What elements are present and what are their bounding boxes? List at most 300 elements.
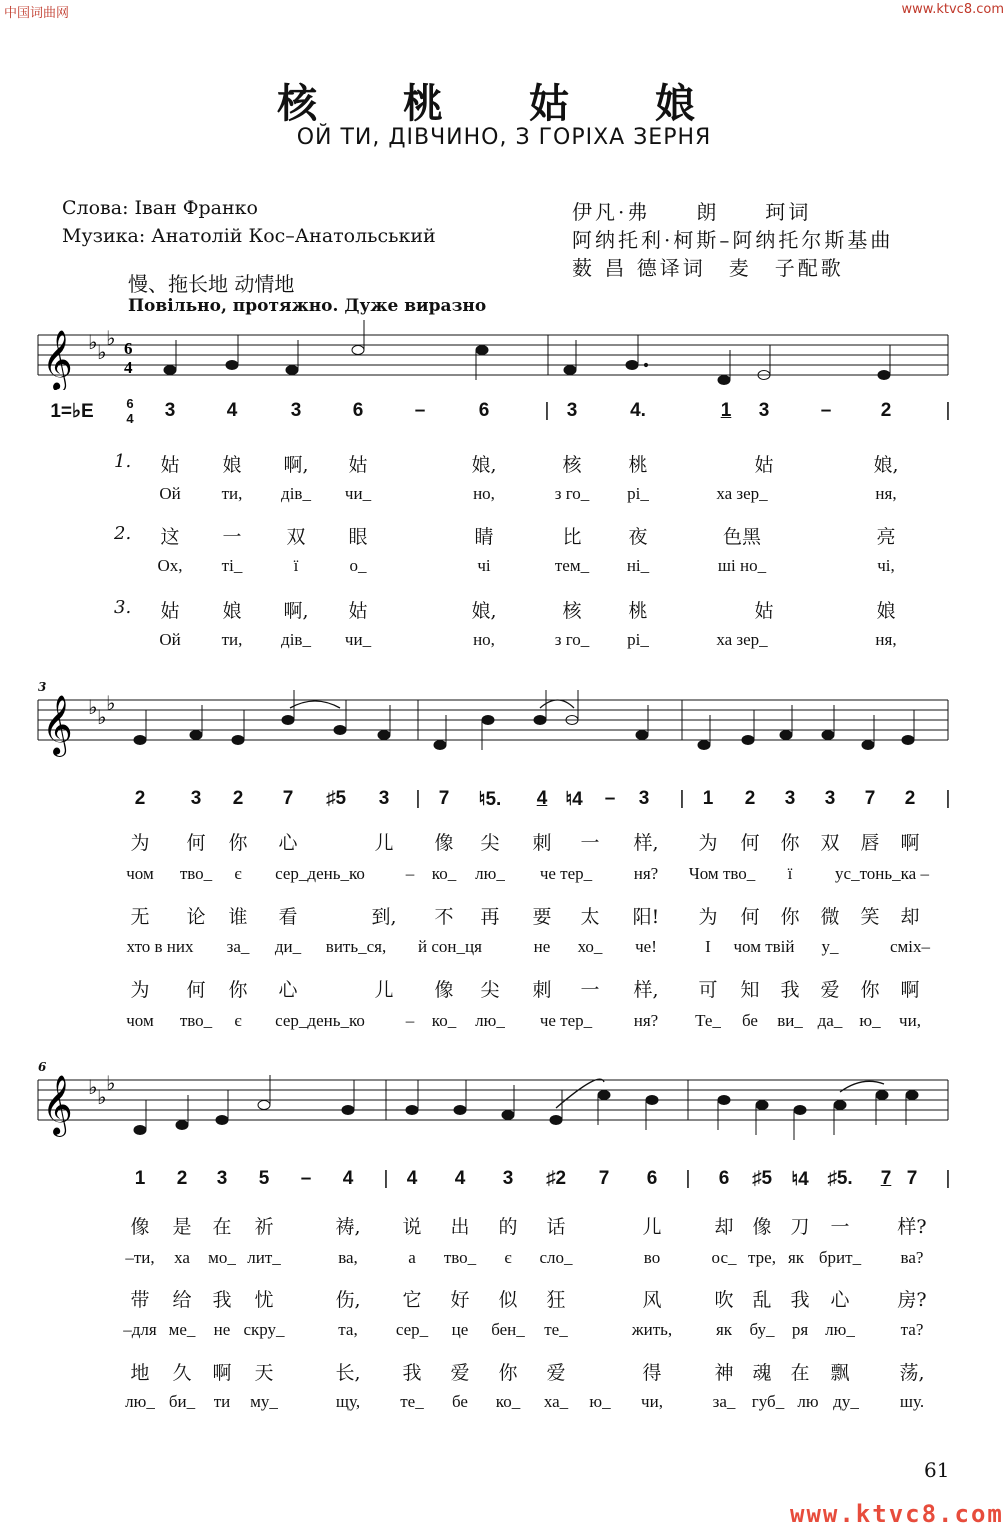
credit-music-cn: 阿纳托利·柯斯–阿纳托尔斯基曲 <box>572 228 894 252</box>
lyric-syllable: 睛 <box>474 526 494 548</box>
jianpu-time-bottom: 4 <box>126 411 134 426</box>
lyric-syllable: 论 <box>186 906 206 928</box>
lyric-syllable: 谁 <box>228 906 248 928</box>
lyric-syllable: 娘 <box>222 454 242 476</box>
lyric-syllable: 何 <box>740 906 760 928</box>
lyric-syllable: жить, <box>631 1320 673 1339</box>
lyric-syllable: ус_тонь_ка – <box>835 864 929 883</box>
lyric-syllable: 飘 <box>830 1362 850 1384</box>
lyric-syllable: 的 <box>498 1216 518 1238</box>
jianpu-note: 7 <box>864 788 876 809</box>
lyrics-cn-v2-sys1 <box>0 522 1008 548</box>
jianpu-note: 3 <box>566 400 578 421</box>
lyric-syllable: 像 <box>434 832 454 854</box>
lyric-syllable: 房? <box>897 1289 927 1311</box>
lyric-syllable: а <box>408 1248 416 1267</box>
lyric-syllable: 亮 <box>876 526 896 548</box>
lyric-syllable: у_ <box>821 937 839 956</box>
lyric-syllable: губ_ <box>751 1392 785 1411</box>
lyric-syllable: бе <box>452 1392 468 1411</box>
lyric-syllable: ти, <box>221 484 243 503</box>
lyric-syllable: хо_ <box>577 937 603 956</box>
jianpu-note: 2 <box>134 788 146 809</box>
barline: | <box>945 788 951 809</box>
lyric-syllable: тво_ <box>179 1011 213 1030</box>
lyrics-cn-v3-sys2 <box>0 975 1008 1001</box>
jianpu-note: 6 <box>352 400 364 421</box>
barline: | <box>945 400 951 421</box>
lyric-syllable: 啊, <box>283 454 309 476</box>
lyric-syllable: тем_ <box>554 556 590 575</box>
lyric-syllable: о_ <box>349 556 367 575</box>
jianpu-note: 2 <box>232 788 244 809</box>
lyric-syllable: те_ <box>400 1392 424 1411</box>
lyric-syllable: 何 <box>740 832 760 854</box>
lyric-syllable: те_ <box>544 1320 568 1339</box>
lyric-syllable: 却 <box>900 906 920 928</box>
lyric-syllable: ко_ <box>431 1011 457 1030</box>
lyric-syllable: 像 <box>752 1216 772 1238</box>
lyric-syllable: ю_ <box>859 1011 881 1030</box>
lyric-syllable: 一 <box>222 526 242 548</box>
lyric-syllable: лит_ <box>247 1248 281 1267</box>
lyric-syllable: 出 <box>450 1216 470 1238</box>
lyric-syllable: 伤, <box>335 1289 361 1311</box>
lyric-syllable: ха зер_ <box>716 484 768 503</box>
lyric-syllable: 姑 <box>348 454 368 476</box>
jianpu-row-1 <box>0 396 1008 428</box>
lyric-syllable: 刺 <box>532 979 552 1001</box>
lyric-syllable: 乱 <box>752 1289 772 1311</box>
lyric-syllable: І <box>705 937 711 956</box>
jianpu-note: ♯5. <box>827 1168 853 1189</box>
flat-icon: ♭ <box>106 1071 116 1095</box>
lyric-syllable: 啊 <box>900 832 920 854</box>
lyric-syllable: 无 <box>130 906 150 928</box>
lyric-syllable: ї <box>787 864 793 883</box>
tempo-chinese: 慢、拖长地 动情地 <box>128 272 295 296</box>
flat-icon: ♭ <box>97 340 107 364</box>
lyric-syllable: 长, <box>335 1362 361 1384</box>
lyric-syllable: 刺 <box>532 832 552 854</box>
jianpu-note: 6 <box>646 1168 658 1189</box>
jianpu-note: 2 <box>176 1168 188 1189</box>
lyric-syllable: 神 <box>714 1362 734 1384</box>
lyric-syllable: сер_день_ко <box>275 864 365 883</box>
lyric-syllable: 看 <box>278 906 298 928</box>
lyric-syllable: 心 <box>278 832 298 854</box>
jianpu-note: 3 <box>290 400 302 421</box>
lyric-syllable: 话 <box>546 1216 566 1238</box>
credit-words-cn: 伊凡·弗 朗 珂词 <box>572 200 812 224</box>
lyric-syllable: 核 <box>562 600 582 622</box>
lyric-syllable: сло_ <box>539 1248 573 1267</box>
lyric-syllable: 为 <box>698 906 718 928</box>
lyrics-ua-v3-sys2 <box>0 1011 1008 1037</box>
jianpu-note: 4 <box>342 1168 354 1189</box>
lyric-syllable: бе <box>742 1011 758 1030</box>
lyric-syllable: 却 <box>714 1216 734 1238</box>
lyric-syllable: би_ <box>168 1392 196 1411</box>
jianpu-note: 4 <box>226 400 238 421</box>
lyric-syllable: Ой <box>159 630 181 649</box>
lyric-syllable: за_ <box>226 937 250 956</box>
lyric-syllable: 你 <box>228 979 248 1001</box>
title-ukrainian: ОЙ ТИ, ДІВЧИНО, З ГОРІХА ЗЕРНЯ <box>296 125 712 150</box>
lyric-syllable: ня, <box>875 630 897 649</box>
lyric-syllable: 娘, <box>471 600 497 622</box>
lyric-syllable: 风 <box>642 1289 662 1311</box>
lyrics-ua-v2-sys2 <box>0 937 1008 963</box>
lyric-syllable: 到, <box>371 906 397 928</box>
lyric-syllable: ня, <box>875 484 897 503</box>
lyric-syllable: че тер_ <box>539 1011 593 1030</box>
lyric-syllable: ос_ <box>711 1248 737 1267</box>
lyric-syllable: 色黑 <box>722 526 762 548</box>
lyric-syllable: че! <box>635 937 657 956</box>
lyric-syllable: ди_ <box>274 937 302 956</box>
lyric-syllable: 荡, <box>899 1362 925 1384</box>
lyric-syllable: 娘 <box>222 600 242 622</box>
lyric-syllable: дів_ <box>281 484 311 503</box>
footer-watermark: www.ktvc8.com <box>790 1500 1004 1528</box>
lyric-syllable: 我 <box>402 1362 422 1384</box>
lyric-syllable: 久 <box>172 1362 192 1384</box>
jianpu-note: 4 <box>536 788 548 809</box>
lyric-syllable: брит_ <box>818 1248 862 1267</box>
barline: | <box>679 788 685 809</box>
lyric-syllable: шу. <box>899 1392 925 1411</box>
jianpu-dash: – <box>820 400 832 421</box>
lyric-syllable: 爱 <box>450 1362 470 1384</box>
lyric-syllable: як <box>787 1248 805 1267</box>
lyric-syllable: та? <box>900 1320 924 1339</box>
lyric-syllable: 微 <box>820 906 840 928</box>
measure-number: 6 <box>38 1060 47 1074</box>
lyric-syllable: з го_ <box>554 630 590 649</box>
lyric-syllable: ря <box>791 1320 809 1339</box>
lyric-syllable: Чом тво_ <box>688 864 756 883</box>
lyrics-cn-v3-sys1 <box>0 596 1008 622</box>
lyric-syllable: ко_ <box>431 864 457 883</box>
lyrics-cn-v1-sys2 <box>0 828 1008 854</box>
lyric-syllable: 一 <box>830 1216 850 1238</box>
lyric-syllable: 你 <box>228 832 248 854</box>
jianpu-note: 1 <box>702 788 714 809</box>
lyric-syllable: ме_ <box>168 1320 196 1339</box>
jianpu-note: 3 <box>758 400 770 421</box>
lyric-syllable: 唇 <box>860 832 880 854</box>
lyrics-ua-v2-sys1 <box>0 556 1008 582</box>
barline: | <box>415 788 421 809</box>
flat-icon: ♭ <box>88 1075 98 1099</box>
lyric-syllable: 它 <box>402 1289 422 1311</box>
barline: | <box>544 400 550 421</box>
jianpu-note: ♮4 <box>791 1169 809 1190</box>
lyric-syllable: бу_ <box>749 1320 775 1339</box>
jianpu-note: 3 <box>378 788 390 809</box>
lyric-syllable: ха_ <box>543 1392 569 1411</box>
lyric-syllable: –ти, <box>125 1248 155 1267</box>
lyric-syllable: лю_ <box>825 1320 855 1339</box>
lyric-syllable: 爱 <box>820 979 840 1001</box>
jianpu-note: 5 <box>258 1168 270 1189</box>
lyrics-ua-v1-sys2 <box>0 864 1008 890</box>
jianpu-note: 7 <box>282 788 294 809</box>
lyric-syllable: 魂 <box>752 1362 772 1384</box>
lyric-syllable: 桃 <box>628 454 648 476</box>
lyric-syllable: 阳! <box>632 906 660 928</box>
lyrics-cn-v1-sys1 <box>0 450 1008 476</box>
lyric-syllable: 地 <box>130 1362 150 1384</box>
lyric-syllable: чи, <box>899 1011 921 1030</box>
jianpu-note: 6 <box>718 1168 730 1189</box>
lyric-syllable: 你 <box>498 1362 518 1384</box>
lyric-syllable: 说 <box>402 1216 422 1238</box>
lyric-syllable: во <box>643 1248 661 1267</box>
jianpu-note: 3 <box>824 788 836 809</box>
lyric-syllable: ха <box>174 1248 190 1267</box>
lyric-syllable: 可 <box>698 979 718 1001</box>
lyric-syllable: ви_ <box>777 1011 803 1030</box>
lyric-syllable: 不 <box>434 906 454 928</box>
lyric-syllable: чом твій <box>733 937 795 956</box>
jianpu-note: 4. <box>630 400 646 421</box>
treble-clef-icon: 𝄞 <box>42 1075 73 1135</box>
lyric-syllable: 再 <box>480 906 500 928</box>
jianpu-row-2 <box>0 788 1008 816</box>
verse-number: 2. <box>114 523 132 544</box>
jianpu-note: ♮5. <box>478 789 502 810</box>
lyric-syllable: лю_ <box>125 1392 155 1411</box>
lyric-syllable: 像 <box>130 1216 150 1238</box>
time-sig-top: 6 <box>124 339 133 358</box>
watermark-left: 中国词曲网 <box>4 6 70 21</box>
staff-system-1 <box>0 315 1008 390</box>
lyric-syllable: ю_ <box>589 1392 611 1411</box>
lyric-syllable: 比 <box>562 526 582 548</box>
lyric-syllable: щу, <box>335 1392 361 1411</box>
barline: | <box>945 1168 951 1189</box>
jianpu-note: ♮4 <box>565 789 583 810</box>
lyric-syllable: 儿 <box>374 979 394 1001</box>
lyric-syllable: 为 <box>698 832 718 854</box>
lyric-syllable: 忧 <box>254 1289 274 1311</box>
jianpu-note: 7 <box>880 1168 892 1189</box>
lyric-syllable: є <box>234 1011 242 1030</box>
jianpu-note: 3 <box>638 788 650 809</box>
lyric-syllable: 在 <box>212 1216 232 1238</box>
lyrics-cn-v2-sys3 <box>0 1285 1008 1311</box>
lyric-syllable: ха зер_ <box>716 630 768 649</box>
lyric-syllable: ти <box>213 1392 231 1411</box>
lyrics-ua-v1-sys1 <box>0 484 1008 510</box>
barline: | <box>685 1168 691 1189</box>
lyric-syllable: 这 <box>160 526 180 548</box>
jianpu-note: ♯2 <box>545 1168 567 1189</box>
verse-number: 1. <box>114 451 132 472</box>
lyric-syllable: вить_ся, <box>325 937 387 956</box>
lyric-syllable: Ох, <box>157 556 183 575</box>
lyric-syllable: чі, <box>877 556 895 575</box>
lyric-syllable: 夜 <box>628 526 648 548</box>
jianpu-note: 1 <box>720 400 732 421</box>
lyric-syllable: тре, <box>748 1248 776 1267</box>
lyric-syllable: 桃 <box>628 600 648 622</box>
lyric-syllable: 刀 <box>790 1216 810 1238</box>
lyric-syllable: ня? <box>633 864 659 883</box>
lyric-syllable: ня? <box>633 1011 659 1030</box>
jianpu-dash: – <box>414 400 426 421</box>
lyric-syllable: ї <box>293 556 299 575</box>
lyric-syllable: 双 <box>286 526 306 548</box>
lyric-syllable: 是 <box>172 1216 192 1238</box>
lyric-syllable: 给 <box>172 1289 192 1311</box>
watermark-right: www.ktvc8.com <box>901 2 1004 17</box>
lyric-syllable: 何 <box>186 979 206 1001</box>
credit-words-ua: Слова: Іван Франко <box>62 197 258 219</box>
flat-icon: ♭ <box>88 695 98 719</box>
lyric-syllable: 吹 <box>714 1289 734 1311</box>
lyric-syllable: 娘, <box>873 454 899 476</box>
lyric-syllable: 你 <box>780 906 800 928</box>
flat-icon: ♭ <box>106 326 116 350</box>
lyric-syllable: 在 <box>790 1362 810 1384</box>
lyric-syllable: тво_ <box>443 1248 477 1267</box>
lyrics-cn-v1-sys3 <box>0 1212 1008 1238</box>
lyric-syllable: сер_день_ко <box>275 1011 365 1030</box>
lyric-syllable: чи_ <box>344 484 372 503</box>
lyric-syllable: 姑 <box>160 600 180 622</box>
lyric-syllable: да_ <box>817 1011 843 1030</box>
time-sig-bottom: 4 <box>124 358 133 377</box>
lyric-syllable: 样? <box>897 1216 927 1238</box>
lyric-syllable: чом <box>126 1011 154 1030</box>
lyric-syllable: 得 <box>642 1362 662 1384</box>
lyric-syllable: чи, <box>641 1392 663 1411</box>
lyric-syllable: ва, <box>338 1248 358 1267</box>
lyric-syllable: 天 <box>254 1362 274 1384</box>
lyric-syllable: 双 <box>820 832 840 854</box>
credit-translate-cn: 薮 昌 德译词 麦 子配歌 <box>572 256 844 280</box>
lyrics-ua-v3-sys1 <box>0 630 1008 656</box>
jianpu-note: 3 <box>784 788 796 809</box>
jianpu-note: ♯5 <box>751 1168 773 1189</box>
jianpu-dash: – <box>604 788 616 809</box>
lyric-syllable: чі <box>477 556 491 575</box>
lyric-syllable: ті_ <box>221 556 243 575</box>
lyric-syllable: Ой <box>159 484 181 503</box>
lyric-syllable: ду_ <box>833 1392 859 1411</box>
lyric-syllable: 心 <box>830 1289 850 1311</box>
lyric-syllable: 样, <box>633 979 659 1001</box>
lyric-syllable: 啊 <box>212 1362 232 1384</box>
lyric-syllable: за_ <box>712 1392 736 1411</box>
lyric-syllable: й сон_ця <box>418 937 482 956</box>
lyric-syllable: рі_ <box>627 630 649 649</box>
treble-clef-icon: 𝄞 <box>42 695 73 755</box>
flat-icon: ♭ <box>88 330 98 354</box>
lyric-syllable: та, <box>338 1320 358 1339</box>
jianpu-note: 4 <box>406 1168 418 1189</box>
flat-icon: ♭ <box>97 1085 107 1109</box>
lyric-syllable: 我 <box>790 1289 810 1311</box>
lyric-syllable: рі_ <box>627 484 649 503</box>
lyric-syllable: 姑 <box>754 454 774 476</box>
jianpu-note: 2 <box>880 400 892 421</box>
lyric-syllable: 为 <box>130 832 150 854</box>
lyric-syllable: скру_ <box>243 1320 285 1339</box>
lyric-syllable: ко_ <box>495 1392 521 1411</box>
lyrics-ua-v2-sys3 <box>0 1320 1008 1346</box>
lyric-syllable: му_ <box>250 1392 278 1411</box>
jianpu-note: 1 <box>134 1168 146 1189</box>
jianpu-note: 3 <box>216 1168 228 1189</box>
key-label: 1=♭E <box>50 401 94 422</box>
lyric-syllable: 何 <box>186 832 206 854</box>
jianpu-note: 7 <box>906 1168 918 1189</box>
lyric-syllable: 尖 <box>480 832 500 854</box>
jianpu-note: 2 <box>744 788 756 809</box>
lyric-syllable: 样, <box>633 832 659 854</box>
lyric-syllable: мо_ <box>208 1248 236 1267</box>
staff-system-3 <box>0 1060 1008 1150</box>
lyric-syllable: 啊, <box>283 600 309 622</box>
lyric-syllable: як <box>715 1320 733 1339</box>
lyric-syllable: лю <box>797 1392 819 1411</box>
lyric-syllable: не <box>533 937 551 956</box>
jianpu-dash: – <box>300 1168 312 1189</box>
lyric-syllable: це <box>451 1320 469 1339</box>
jianpu-note: 3 <box>502 1168 514 1189</box>
lyric-syllable: ти, <box>221 630 243 649</box>
lyric-syllable: ні_ <box>626 556 650 575</box>
jianpu-note: 3 <box>164 400 176 421</box>
jianpu-note: 4 <box>454 1168 466 1189</box>
lyric-syllable: 娘, <box>471 454 497 476</box>
lyric-syllable: хто в них <box>126 937 194 956</box>
lyric-syllable: 像 <box>434 979 454 1001</box>
measure-number: 3 <box>38 680 47 694</box>
lyrics-cn-v2-sys2 <box>0 902 1008 928</box>
flat-icon: ♭ <box>106 691 116 715</box>
lyric-syllable: 狂 <box>546 1289 566 1311</box>
lyric-syllable: –для <box>123 1320 157 1339</box>
lyric-syllable: 儿 <box>374 832 394 854</box>
lyric-syllable: Те_ <box>695 1011 721 1030</box>
credit-music-ua: Музика: Анатолій Кос–Анатольський <box>62 225 436 247</box>
jianpu-note: ♯5 <box>325 788 347 809</box>
lyric-syllable: 眼 <box>348 526 368 548</box>
lyric-syllable: че тер_ <box>539 864 593 883</box>
lyric-syllable: чи_ <box>344 630 372 649</box>
lyric-syllable: 我 <box>212 1289 232 1311</box>
lyric-syllable: з го_ <box>554 484 590 503</box>
lyric-syllable: 太 <box>580 906 600 928</box>
lyric-syllable: 要 <box>532 906 552 928</box>
staff-system-2 <box>0 680 1008 770</box>
flat-icon: ♭ <box>97 705 107 729</box>
page-number: 61 <box>924 1458 950 1482</box>
lyric-syllable: сер_ <box>395 1320 429 1339</box>
lyric-syllable: сміх– <box>889 937 931 956</box>
jianpu-note: 7 <box>598 1168 610 1189</box>
lyric-syllable: 姑 <box>754 600 774 622</box>
jianpu-note: 7 <box>438 788 450 809</box>
lyric-syllable: 儿 <box>642 1216 662 1238</box>
lyric-syllable: 好 <box>450 1289 470 1311</box>
barline: | <box>383 1168 389 1189</box>
